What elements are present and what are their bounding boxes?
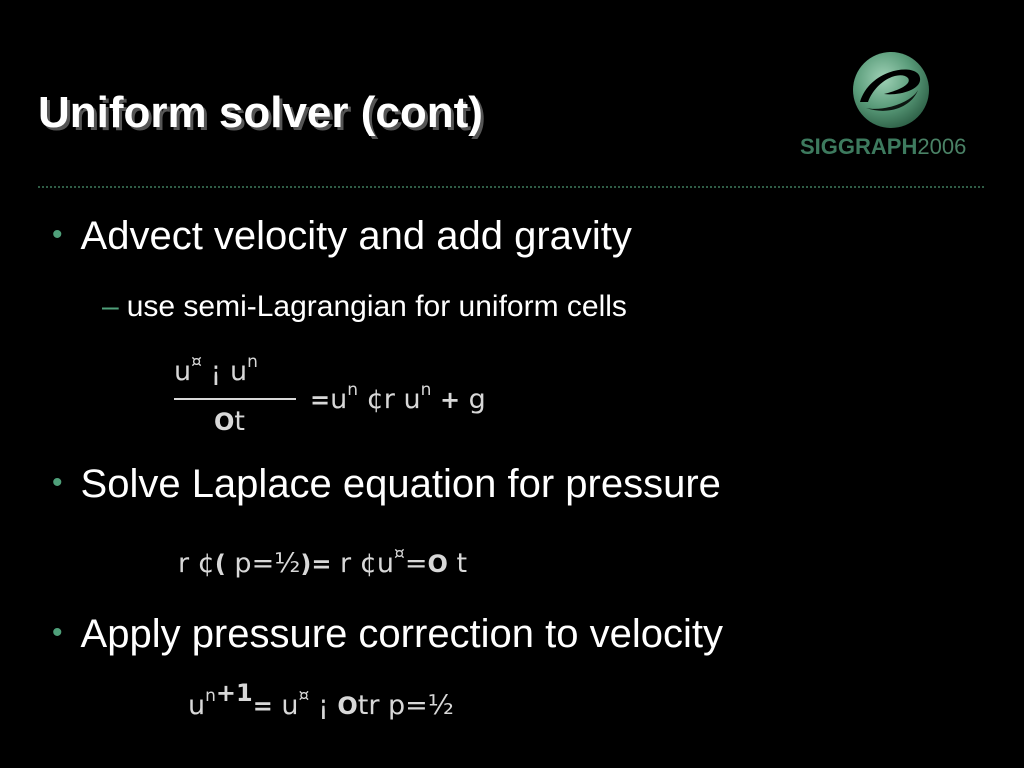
slide-title: Uniform solver (cont): [38, 88, 483, 137]
bullet-laplace-text: Solve Laplace equation for pressure: [80, 462, 721, 506]
siggraph-year-text: 2006: [917, 134, 967, 159]
bullet-advect-text: Advect velocity and add gravity: [80, 214, 632, 258]
fraction-denominator: Ot: [214, 406, 245, 437]
subbullet-semi-lagrangian: [102, 290, 627, 324]
siggraph-brand-text: SIGGRAPH: [800, 134, 918, 159]
bullet-correction-text: Apply pressure correction to velocity: [80, 612, 724, 656]
fraction-numerator: u¤ ¡ $u^n$: [174, 352, 258, 387]
siggraph-swirl-icon: [800, 50, 990, 134]
bullet-marker: •: [52, 218, 63, 251]
laplace-equation: r ¢( p=½)= r ¢u¤=O t: [178, 544, 468, 579]
bullet-marker: •: [52, 616, 63, 649]
bullet-marker: •: [52, 466, 63, 499]
subbullet-text: use semi-Lagrangian for uniform cells: [126, 290, 627, 323]
advect-equation-rhs: $=u^n$ ¢r $u^n + g$: [310, 380, 486, 415]
title-divider: [38, 186, 984, 188]
fraction-bar: [174, 398, 296, 400]
subbullet-marker: –: [102, 290, 119, 323]
bullet-correction: [52, 612, 723, 657]
bullet-laplace: [52, 462, 721, 507]
advect-equation-fraction: [174, 352, 298, 446]
bullet-advect: [52, 214, 632, 259]
siggraph-logo: [800, 50, 990, 162]
correction-equation: $u^n+1= u^¤$ ¡ Otr p=½: [188, 679, 454, 721]
siggraph-wordmark: [800, 134, 990, 160]
